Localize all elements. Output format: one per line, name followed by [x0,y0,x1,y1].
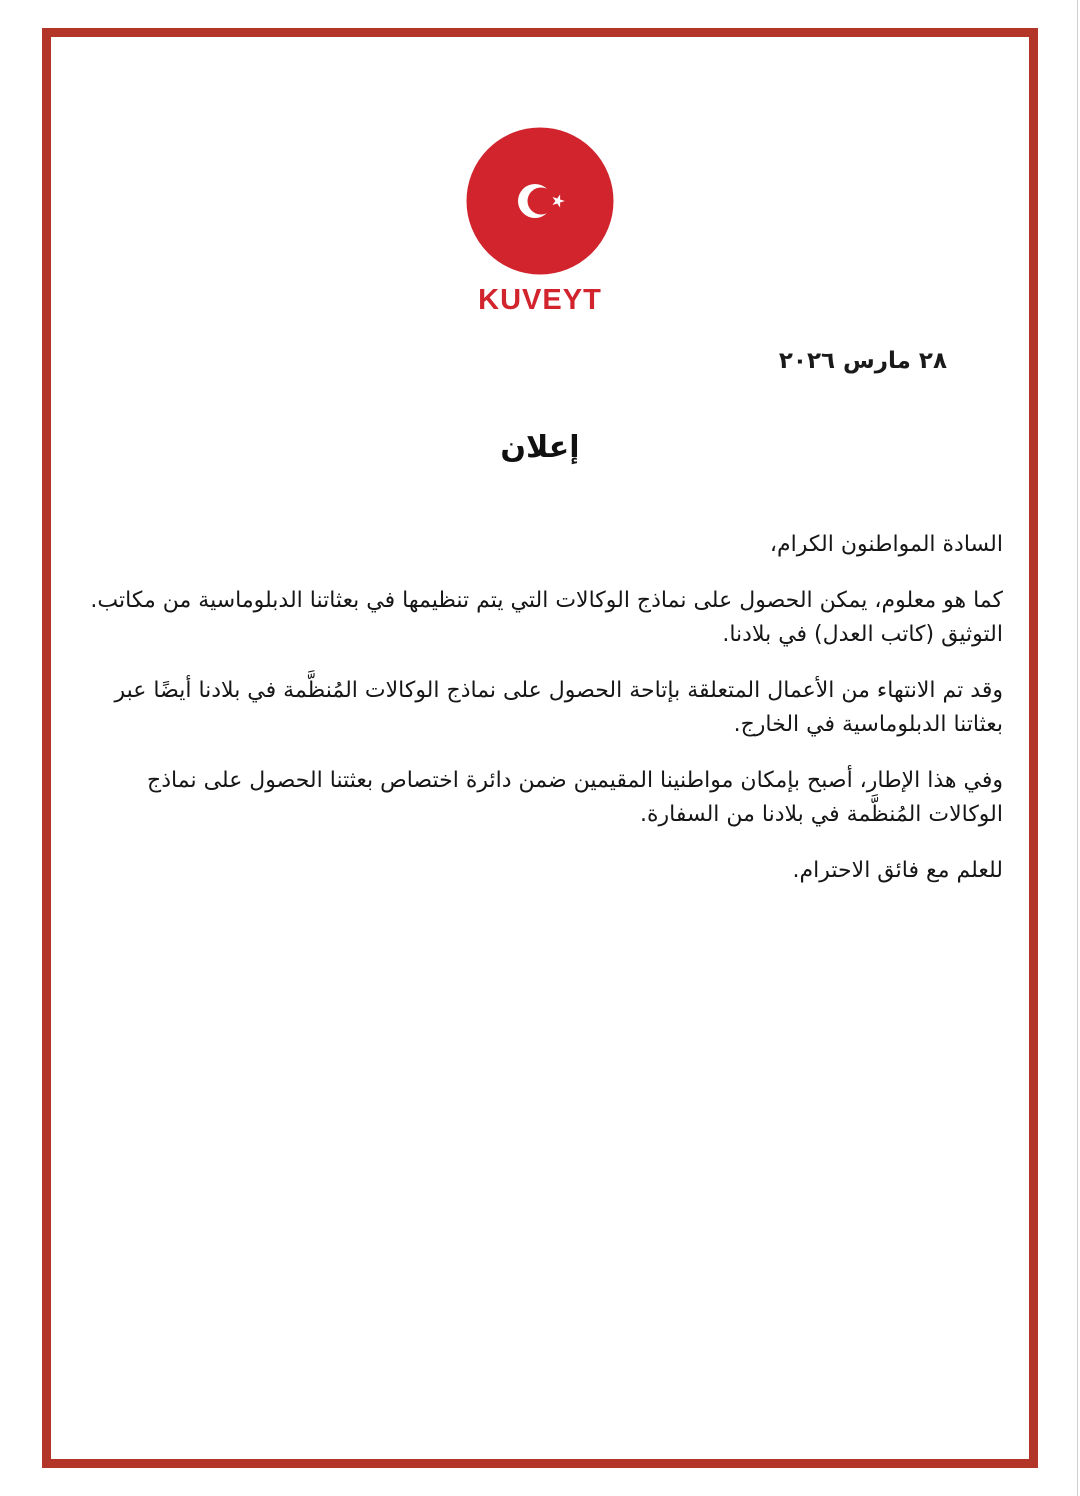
paragraph-line: الوكالات المُنظَّمة في بلادنا من السفارة. [640,802,1003,827]
paragraph [96,674,1003,742]
paragraph [90,584,1003,652]
paragraph-line: التوثيق (كاتب العدل) في بلادنا. [722,622,1003,647]
letter-paragraphs [90,584,1003,832]
paragraph-line: بعثاتنا الدبلوماسية في الخارج. [733,712,1003,737]
emblem-arc-text-top: TÜRKİYE CUMHURİYETİ [484,145,596,197]
salutation-line: السادة المواطنون الكرام، [769,532,1003,557]
paragraph-line: كما هو معلوم، يمكن الحصول على نماذج الوكالات التي يتم تنظيمها في بعثاتنا الدبلوماسية من مكاتب. [90,588,1003,613]
paragraph-line: وقد تم الانتهاء من الأعمال المتعلقة بإتاحة الحصول على نماذج الوكالات المُنظَّمة في بلادنا أيضًا عبر [114,678,1003,703]
scan-edge-line [1077,0,1078,1496]
letter-date: ٢٨ مارس ٢٠٢٦ [778,348,947,374]
embassy-city-label: KUVEYT [478,284,602,316]
turkiye-embassy-emblem-icon [460,121,620,281]
letter-body [90,528,1003,888]
crescent-star-icon [507,168,573,234]
announcement-title: إعلان [500,430,580,465]
emblem-arc-text-bottom: BÜYÜKELÇİLİĞİ [496,227,584,257]
closing-line: للعلم مع فائق الاحترام. [792,858,1003,883]
paragraph-line: وفي هذا الإطار، أصبح بإمكان مواطنينا المقيمين ضمن دائرة اختصاص بعثتنا الحصول على نماذج [147,768,1003,793]
paragraph [96,764,1003,832]
